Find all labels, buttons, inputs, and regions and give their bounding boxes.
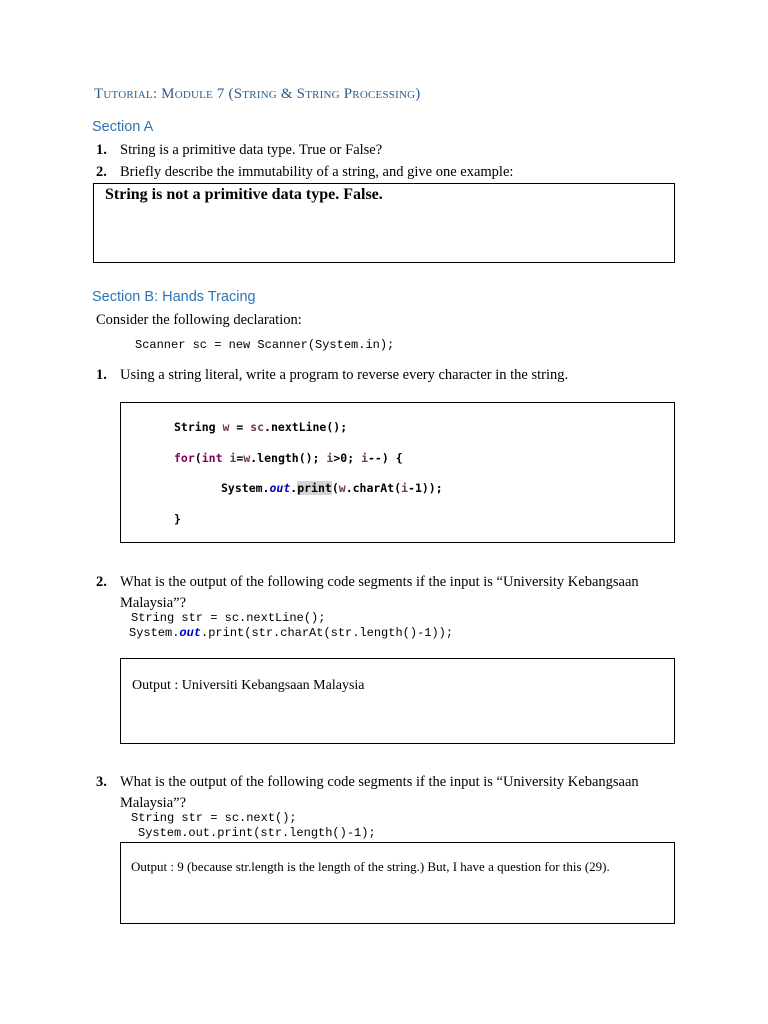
code-token: --) { <box>368 451 403 465</box>
code-token: String <box>174 420 223 434</box>
code-token: -1)); <box>408 481 443 495</box>
question-text: Briefly describe the immutability of a string, and give one example: <box>120 164 514 180</box>
code-token: w <box>222 420 230 434</box>
question-text: Using a string literal, write a program to reverse every character in the string. <box>120 367 569 383</box>
section-a-question-1 <box>96 140 696 161</box>
section-b-heading: Section B: Hands Tracing <box>92 289 256 305</box>
code-snippet-line-1: String str = sc.next(); <box>131 811 297 825</box>
question-number: 2. <box>96 574 107 590</box>
section-a-question-2 <box>96 162 696 183</box>
question-number: 1. <box>96 142 107 158</box>
section-b-question-1 <box>96 365 696 386</box>
code-token: w <box>338 481 346 495</box>
question-number: 2. <box>96 164 107 180</box>
code-token: out <box>269 481 291 495</box>
code-token: ( <box>194 451 202 465</box>
page-title: Tutorial: Module 7 (String & String Processing) <box>94 86 421 102</box>
code-token: = <box>236 451 244 465</box>
code-snippet-line-2 <box>129 626 453 640</box>
question-text-line-2: Malaysia”? <box>120 595 187 611</box>
code-token: print <box>297 481 332 495</box>
question-number: 3. <box>96 774 107 790</box>
code-token: i <box>361 451 368 465</box>
code-token: System. <box>129 626 180 640</box>
code-token: .charAt( <box>345 481 402 495</box>
question-text-line-2: Malaysia”? <box>120 795 187 811</box>
answer-box-a[interactable] <box>93 183 675 263</box>
question-text-line-1: What is the output of the following code segments if the input is “University Kebangsaan <box>120 774 639 790</box>
question-text: String is a primitive data type. True or False? <box>120 142 383 158</box>
code-token: int <box>201 451 223 465</box>
question-text-line-1: What is the output of the following code segments if the input is “University Kebangsaan <box>120 574 639 590</box>
code-token: for <box>174 451 195 465</box>
code-token: w <box>243 451 251 465</box>
code-line-1 <box>174 420 347 434</box>
code-token: . <box>290 481 298 495</box>
code-token: out <box>179 626 202 640</box>
section-b-question-3 <box>96 772 696 814</box>
declaration-code: Scanner sc = new Scanner(System.in); <box>135 338 395 352</box>
code-token: i <box>401 481 409 495</box>
code-token: sc <box>250 420 265 434</box>
answer-text: String is not a primitive data type. False. <box>105 186 383 203</box>
code-token: i <box>326 451 334 465</box>
answer-box-b3[interactable] <box>120 842 675 924</box>
section-b-question-2 <box>96 572 696 614</box>
code-token: = <box>229 420 251 434</box>
code-line-4: } <box>174 512 181 526</box>
code-snippet-line-1: String str = sc.nextLine(); <box>131 611 326 625</box>
answer-text: Output : Universiti Kebangsaan Malaysia <box>132 678 365 693</box>
code-token: i <box>229 451 237 465</box>
code-token: >0; <box>333 451 362 465</box>
code-token: ( <box>331 481 339 495</box>
code-line-2 <box>174 451 403 465</box>
code-answer-box-1[interactable] <box>120 402 675 543</box>
code-snippet-line-2: System.out.print(str.length()-1); <box>138 826 376 840</box>
answer-box-b2[interactable] <box>120 658 675 744</box>
code-token: System. <box>221 481 270 495</box>
code-token: .nextLine(); <box>264 420 348 434</box>
answer-text: Output : 9 (because str.length is the length of the string.) But, I have a question for this (29). <box>131 859 610 874</box>
code-token: .print(str.charAt(str.length()-1)); <box>201 626 454 640</box>
declaration-intro: Consider the following declaration: <box>96 312 302 328</box>
code-line-3 <box>221 481 443 495</box>
section-a-heading: Section A <box>92 119 154 135</box>
code-token: .length(); <box>250 451 327 465</box>
question-number: 1. <box>96 367 107 383</box>
